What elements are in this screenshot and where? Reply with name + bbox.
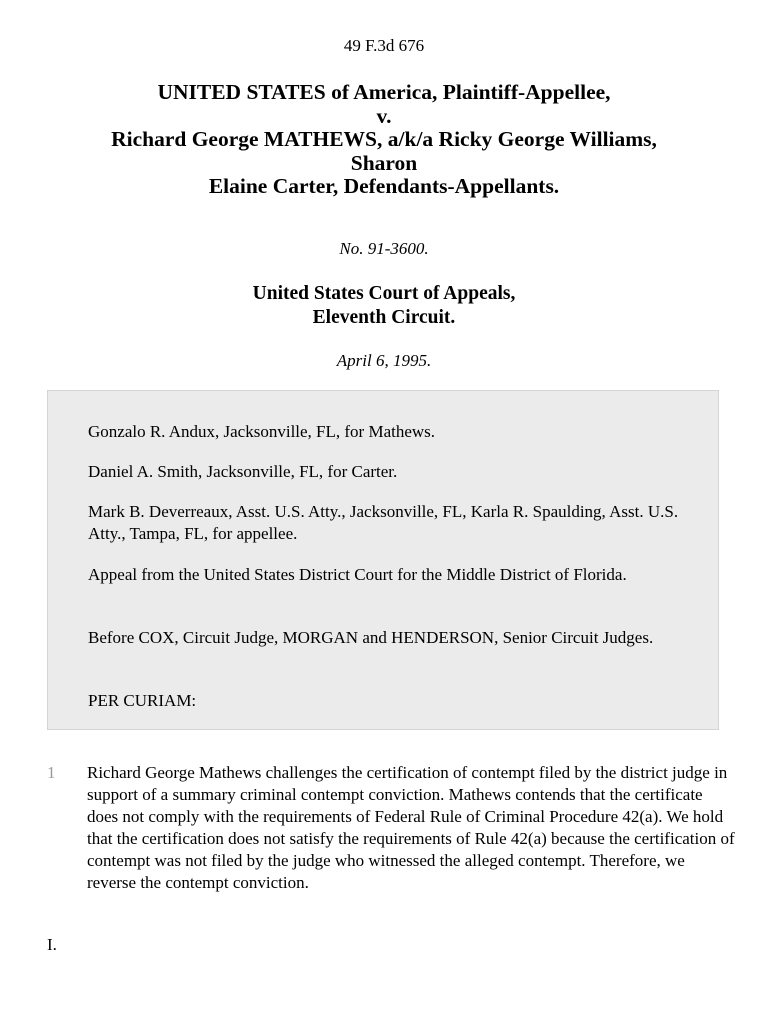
court-line: Eleventh Circuit. (312, 307, 456, 328)
docket-number: No. 91-3600. (339, 239, 429, 258)
panel-judges: Before COX, Circuit Judge, MORGAN and HENDERSON, Senior Circuit Judges. (88, 628, 654, 647)
court-name (0, 282, 768, 330)
caption-line: Elaine Carter, Defendants-Appellants. (208, 174, 560, 199)
court-line: United States Court of Appeals, (252, 283, 516, 304)
case-caption (0, 81, 768, 199)
per-curiam: PER CURIAM: (88, 691, 197, 710)
counsel-entry: Mark B. Deverreaux, Asst. U.S. Atty., Jacksonville, FL, Karla R. Spaulding, Asst. U.S. Atty., Tampa, FL, for appellee. (88, 502, 679, 543)
opinion-paragraph: Richard George Mathews challenges the certification of contempt filed by the district judge in support of a summary criminal contempt conviction. Mathews contends that the certificate does not comply with the requirements of Federal Rule of Criminal Procedure 42(a). We hold that the certification does not satisfy the requirements of Rule 42(a) because the certification of contempt was not filed by the judge who witnessed the alleged contempt. Therefore, we reverse the contempt conviction. (87, 763, 735, 892)
counsel-entry: Gonzalo R. Andux, Jacksonville, FL, for Mathews. (88, 422, 436, 441)
case-citation: 49 F.3d 676 (343, 36, 425, 55)
appeal-origin: Appeal from the United States District Court for the Middle District of Florida. (88, 565, 627, 584)
section-heading: I. (47, 935, 57, 954)
caption-line: Sharon (350, 150, 418, 175)
caption-line: Richard George MATHEWS, a/k/a Ricky George Williams, (111, 127, 657, 152)
caption-line: UNITED STATES of America, Plaintiff-Appellee, (157, 80, 611, 104)
caption-line: v. (376, 103, 392, 128)
paragraph-number: 1 (47, 763, 56, 782)
decision-date: April 6, 1995. (336, 351, 432, 370)
counsel-box (47, 390, 719, 730)
counsel-entry: Daniel A. Smith, Jacksonville, FL, for Carter. (88, 462, 398, 481)
